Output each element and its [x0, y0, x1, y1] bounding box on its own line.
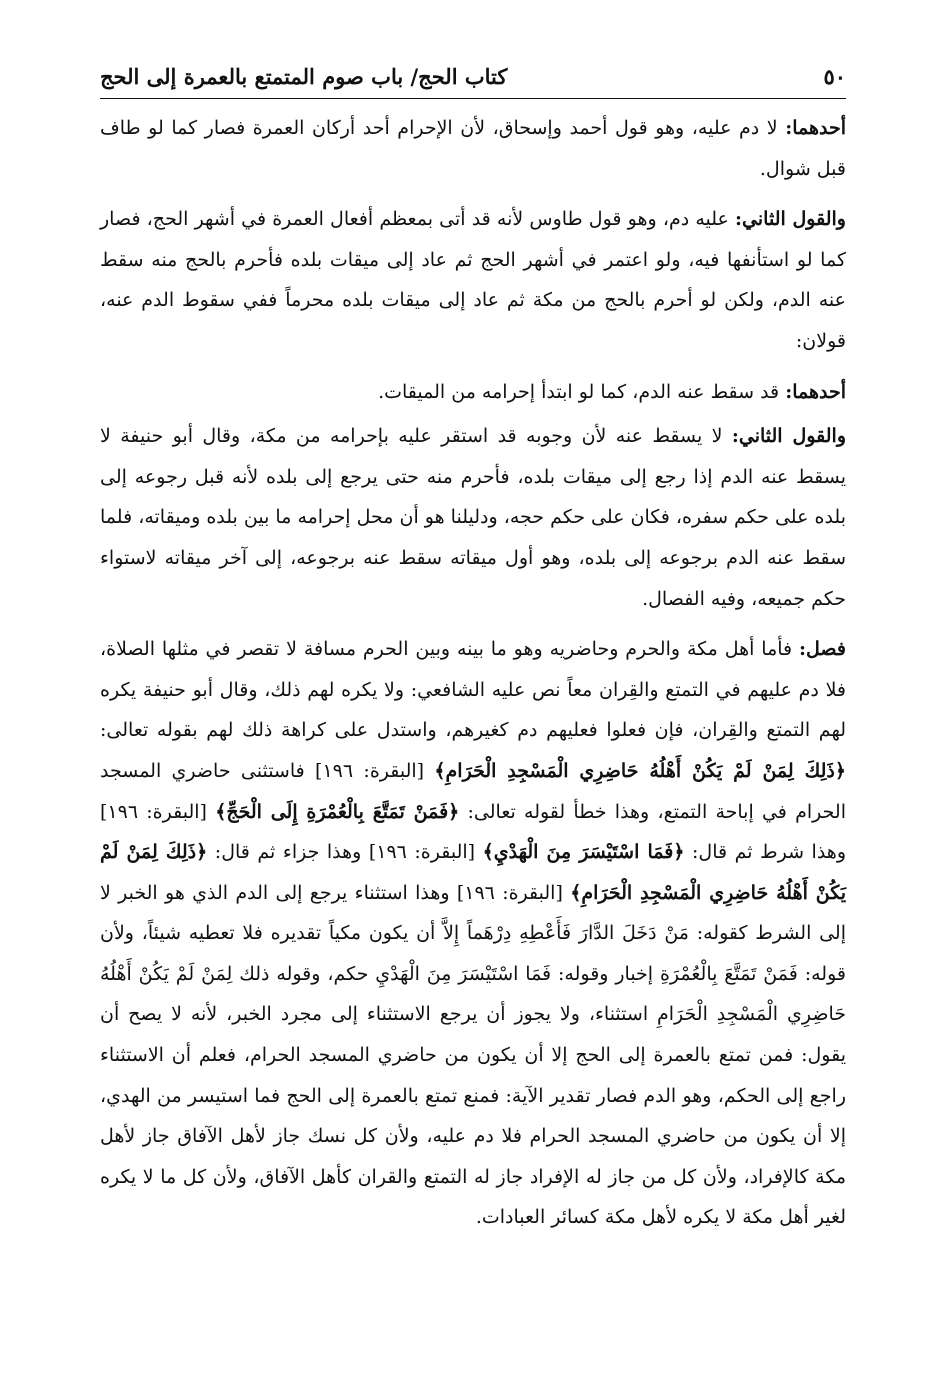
paragraph-lead: أحدهما:: [785, 380, 846, 403]
verse-reference: [البقرة: ١٩٦]: [100, 800, 216, 823]
fasl-lead: فصل:: [799, 638, 846, 661]
paragraph-first-opinion: [100, 108, 846, 189]
paragraph-lead: والقول الثاني:: [735, 208, 846, 231]
body-text: [100, 108, 846, 1248]
fasl-text: وهذا شرط ثم قال:: [684, 841, 847, 864]
verse-reference: [البقرة: ١٩٦]: [304, 759, 435, 782]
paragraph-text: لا دم عليه، وهو قول أحمد وإسحاق، لأن الإحرام أحد أركان العمرة فصار كما لو طاف قبل شوال.: [100, 117, 846, 180]
paragraph-text: عليه دم، وهو قول طاوس لأنه قد أتى بمعظم أفعال العمرة في أشهر الحج، فصار كما لو استأنفها فيه، ولو اعتمر في أشهر الحج ثم عاد إلى ميقات بلده فأحرم بالحج منه سقط عنه الدم، ولكن لو أحرم بالحج من مكة ثم عاد إلى ميقات بلده محرماً ففي سقوط الدم عنه، قولان:: [100, 208, 846, 352]
verse-reference: [البقرة: ١٩٦]: [361, 841, 483, 864]
quran-verse: ﴿ذَلِكَ لِمَنْ لَمْ يَكُنْ أَهْلُهُ حَاضِرِي الْمَسْجِدِ الْحَرَامِ﴾: [100, 841, 847, 904]
paragraph-second-opinion: [100, 199, 846, 361]
quran-verse: ﴿فَمَا اسْتَيْسَرَ مِنَ الْهَدْيِ﴾: [482, 841, 685, 864]
paragraph-first-sub-opinion: [100, 372, 846, 413]
page-header: [100, 58, 846, 99]
fasl-text: وهذا جزاء ثم قال:: [207, 841, 362, 864]
verse-reference: [البقرة: ١٩٦]: [449, 881, 571, 904]
fasl-text: فأما أهل مكة والحرم وحاضريه وهو ما بينه وبين الحرم مسافة لا تقصر في مثلها الصلاة، فلا دم عليهم في التمتع والقِران معاً نص عليه الشافعي: ولا يكره لهم ذلك، وقال أبو حنيفة يكره لهم التمتع والقِران، فإن فعلوا فعليهم دم كغيرهم، واستدل على كراهة ذلك لهم بقوله تعالى:: [100, 638, 846, 742]
fasl-text: وهذا استثناء يرجع إلى الدم الذي هو الخبر لا إلى الشرط كقوله: مَنْ دَخَلَ الدَّارَ فَأَعْطِهِ دِرْهَماً إِلاَّ أن يكون مكياً تقديره فلا تعطيه شيئاً، ولأن قوله: فَمَنْ تَمَتَّعَ بِالْعُمْرَةِ إخبار وقوله: فَمَا اسْتَيْسَرَ مِنَ الْهَدْيِ حكم، وقوله ذلك لِمَنْ لَمْ يَكُنْ أَهْلُهُ حَاضِرِي الْمَسْجِدِ الْحَرَامِ استثناء، ولا يجوز أن يرجع الاستثناء إلى مجرد الخبر، لأنه لا يصح أن يقول: فمن تمتع بالعمرة إلى الحج إلا أن يكون من حاضري المسجد الحرام، فعلم أن الاستثناء راجع إلى الحكم، وهو الدم فصار تقدير الآية: فمنع تمتع بالعمرة إلى الحج فما استيسر من الهدي، إلا أن يكون من حاضري المسجد الحرام فلا دم عليه، ولأن كل نسك جاز لأهل الآفاق جاز لأهل مكة كالإفراد، ولأن كل من جاز له الإفراد جاز له التمتع والقران كأهل الآفاق، ولأن كل ما لا يكره لغير أهل مكة لا يكره لأهل مكة كسائر العبادات.: [100, 881, 846, 1229]
page-number: ٥٠: [823, 64, 846, 89]
paragraph-second-sub-opinion: [100, 416, 846, 619]
paragraph-lead: والقول الثاني:: [731, 425, 846, 448]
quran-verse: ﴿فَمَنْ تَمَتَّعَ بِالْعُمْرَةِ إِلَى الْحَجِّ﴾: [215, 800, 460, 823]
paragraph-lead: أحدهما:: [785, 117, 846, 139]
running-title: كتاب الحج/ باب صوم المتمتع بالعمرة إلى الحج: [100, 64, 508, 89]
paragraph-fasl: [100, 629, 846, 1238]
fasl-text: فاستثنى حاضري المسجد الحرام في إباحة التمتع، وهذا خطأ لقوله تعالى:: [100, 759, 846, 823]
quran-verse: ﴿ذَلِكَ لِمَنْ لَمْ يَكُنْ أَهْلُهُ حَاضِرِي الْمَسْجِدِ الْحَرَامِ﴾: [434, 759, 846, 782]
paragraph-text: قد سقط عنه الدم، كما لو ابتدأ إحرامه من الميقات.: [378, 380, 786, 403]
paragraph-text: لا يسقط عنه لأن وجوبه قد استقر عليه بإحرامه من مكة، وقال أبو حنيفة لا يسقط عنه الدم إذا رجع إلى ميقات بلده، فأحرم منه حتى يرجع إلى بلده لأنه قبل رجوعه إلى بلده على حكم سفره، فكان على حكم حجه، ودليلنا هو أن محل إحرامه ما بين بلده وميقاته، فلما سقط عنه الدم برجوعه إلى بلده، وهو أول ميقاته سقط عنه برجوعه، إلى آخر ميقاته لاستواء حكم جميعه، وفيه الفصال.: [100, 425, 846, 610]
